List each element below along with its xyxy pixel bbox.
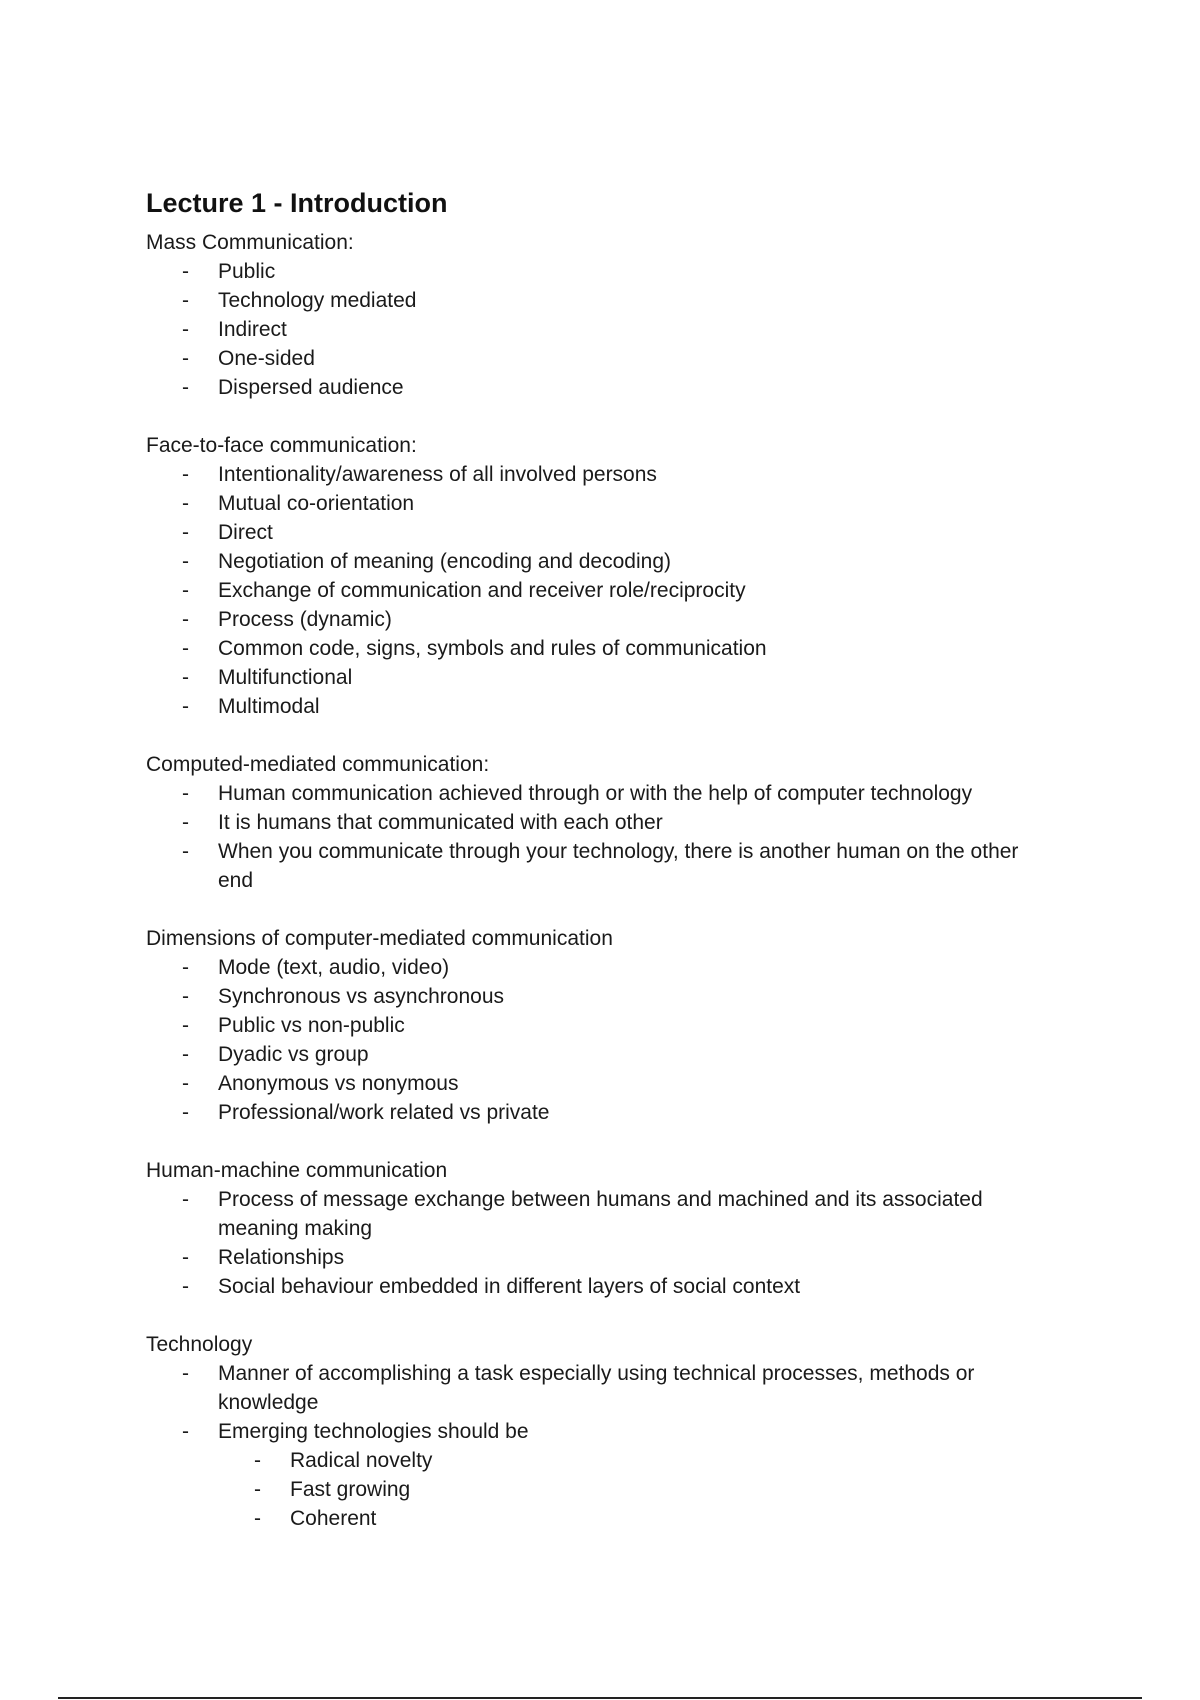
dash-bullet-icon: - bbox=[182, 608, 189, 631]
section-heading: Mass Communication: bbox=[146, 231, 354, 254]
list-item-text: Negotiation of meaning (encoding and decoding) bbox=[218, 550, 671, 573]
list-item bbox=[146, 1185, 1046, 1243]
list-item bbox=[146, 1098, 1046, 1127]
dash-bullet-icon: - bbox=[182, 695, 189, 718]
section-heading: Dimensions of computer-mediated communication bbox=[146, 927, 613, 950]
dash-bullet-icon: - bbox=[182, 666, 189, 689]
bullet-list bbox=[146, 1185, 1046, 1301]
dash-bullet-icon: - bbox=[182, 1072, 189, 1095]
list-item-text: Synchronous vs asynchronous bbox=[218, 985, 504, 1008]
dash-bullet-icon: - bbox=[182, 956, 189, 979]
section bbox=[146, 750, 1046, 895]
nested-list-item-text: Fast growing bbox=[290, 1478, 411, 1501]
list-item-text: It is humans that communicated with each other bbox=[218, 811, 663, 834]
dash-bullet-icon: - bbox=[182, 289, 189, 312]
dash-bullet-icon: - bbox=[182, 463, 189, 486]
dash-bullet-icon: - bbox=[182, 1043, 189, 1066]
dash-bullet-icon: - bbox=[182, 521, 189, 544]
sections-container bbox=[146, 228, 1046, 1533]
list-item bbox=[146, 1011, 1046, 1040]
dash-bullet-icon: - bbox=[182, 579, 189, 602]
dash-bullet-icon: - bbox=[182, 1275, 189, 1298]
page-title: Lecture 1 - Introduction bbox=[146, 188, 448, 218]
section-heading: Human-machine communication bbox=[146, 1159, 448, 1182]
bullet-list bbox=[146, 257, 1046, 402]
list-item-text: Multimodal bbox=[218, 695, 320, 718]
dash-bullet-icon: - bbox=[182, 1188, 189, 1211]
list-item bbox=[146, 460, 1046, 489]
nested-list-item bbox=[218, 1475, 1046, 1504]
list-item-text: Mode (text, audio, video) bbox=[218, 956, 450, 979]
list-item bbox=[146, 373, 1046, 402]
nested-list-item-text: Radical novelty bbox=[290, 1449, 433, 1472]
dash-bullet-icon: - bbox=[182, 840, 189, 863]
list-item-text: Professional/work related vs private bbox=[218, 1101, 550, 1124]
list-item bbox=[146, 663, 1046, 692]
list-item-text: Social behaviour embedded in different layers of social context bbox=[218, 1275, 801, 1298]
dash-bullet-icon: - bbox=[182, 811, 189, 834]
section-heading: Technology bbox=[146, 1333, 253, 1356]
list-item bbox=[146, 982, 1046, 1011]
dash-bullet-icon: - bbox=[182, 782, 189, 805]
section bbox=[146, 228, 1046, 402]
list-item-text: Indirect bbox=[218, 318, 287, 341]
list-item-text: Process of message exchange between humans and machined and its associated meaning making bbox=[218, 1188, 983, 1240]
nested-list-item bbox=[218, 1446, 1046, 1475]
list-item-text: Direct bbox=[218, 521, 273, 544]
dash-bullet-icon: - bbox=[182, 1420, 189, 1443]
list-item bbox=[146, 1040, 1046, 1069]
bullet-list bbox=[146, 953, 1046, 1127]
list-item bbox=[146, 1272, 1046, 1301]
list-item-text: Relationships bbox=[218, 1246, 345, 1269]
bullet-list bbox=[146, 779, 1046, 895]
list-item bbox=[146, 257, 1046, 286]
dash-bullet-icon: - bbox=[182, 1101, 189, 1124]
list-item-text: Public vs non-public bbox=[218, 1014, 405, 1037]
list-item bbox=[146, 286, 1046, 315]
list-item-text: Manner of accomplishing a task especially using technical processes, methods or knowledge bbox=[218, 1362, 975, 1414]
list-item-text: Multifunctional bbox=[218, 666, 353, 689]
list-item bbox=[146, 953, 1046, 982]
list-item-text: Mutual co-orientation bbox=[218, 492, 415, 515]
list-item-text: One-sided bbox=[218, 347, 315, 370]
nested-list-item-text: Coherent bbox=[290, 1507, 377, 1530]
list-item bbox=[146, 634, 1046, 663]
nested-list-item bbox=[218, 1504, 1046, 1533]
list-item bbox=[146, 547, 1046, 576]
dash-bullet-icon: - bbox=[182, 347, 189, 370]
list-item-text: Dyadic vs group bbox=[218, 1043, 369, 1066]
dash-bullet-icon: - bbox=[254, 1449, 261, 1472]
dash-bullet-icon: - bbox=[182, 1362, 189, 1385]
section bbox=[146, 431, 1046, 721]
list-item bbox=[146, 1417, 1046, 1533]
list-item-text: Public bbox=[218, 260, 276, 283]
footer-divider bbox=[58, 1697, 1142, 1699]
dash-bullet-icon: - bbox=[182, 1246, 189, 1269]
dash-bullet-icon: - bbox=[182, 260, 189, 283]
list-item bbox=[146, 1359, 1046, 1417]
list-item bbox=[146, 518, 1046, 547]
section-heading: Computed-mediated communication: bbox=[146, 753, 490, 776]
list-item bbox=[146, 489, 1046, 518]
list-item bbox=[146, 315, 1046, 344]
nested-bullet-list bbox=[218, 1446, 1046, 1533]
list-item-text: Emerging technologies should be bbox=[218, 1420, 529, 1443]
dash-bullet-icon: - bbox=[254, 1478, 261, 1501]
list-item bbox=[146, 692, 1046, 721]
dash-bullet-icon: - bbox=[182, 1014, 189, 1037]
dash-bullet-icon: - bbox=[254, 1507, 261, 1530]
bullet-list bbox=[146, 460, 1046, 721]
dash-bullet-icon: - bbox=[182, 376, 189, 399]
section-heading: Face-to-face communication: bbox=[146, 434, 417, 457]
dash-bullet-icon: - bbox=[182, 637, 189, 660]
list-item-text: Technology mediated bbox=[218, 289, 417, 312]
list-item bbox=[146, 605, 1046, 634]
list-item bbox=[146, 576, 1046, 605]
list-item-text: Human communication achieved through or with the help of computer technology bbox=[218, 782, 973, 805]
section bbox=[146, 1330, 1046, 1533]
list-item-text: Anonymous vs nonymous bbox=[218, 1072, 459, 1095]
list-item-text: Exchange of communication and receiver role/reciprocity bbox=[218, 579, 746, 602]
document-page bbox=[146, 186, 1046, 1562]
list-item bbox=[146, 808, 1046, 837]
section bbox=[146, 1156, 1046, 1301]
bullet-list bbox=[146, 1359, 1046, 1533]
dash-bullet-icon: - bbox=[182, 550, 189, 573]
list-item-text: Intentionality/awareness of all involved persons bbox=[218, 463, 657, 486]
list-item-text: Dispersed audience bbox=[218, 376, 404, 399]
list-item-text: Common code, signs, symbols and rules of communication bbox=[218, 637, 767, 660]
list-item bbox=[146, 1069, 1046, 1098]
dash-bullet-icon: - bbox=[182, 985, 189, 1008]
list-item-text: When you communicate through your technology, there is another human on the other end bbox=[218, 840, 1019, 892]
list-item-text: Process (dynamic) bbox=[218, 608, 392, 631]
list-item bbox=[146, 779, 1046, 808]
list-item bbox=[146, 344, 1046, 373]
list-item bbox=[146, 837, 1046, 895]
dash-bullet-icon: - bbox=[182, 318, 189, 341]
dash-bullet-icon: - bbox=[182, 492, 189, 515]
section bbox=[146, 924, 1046, 1127]
list-item bbox=[146, 1243, 1046, 1272]
